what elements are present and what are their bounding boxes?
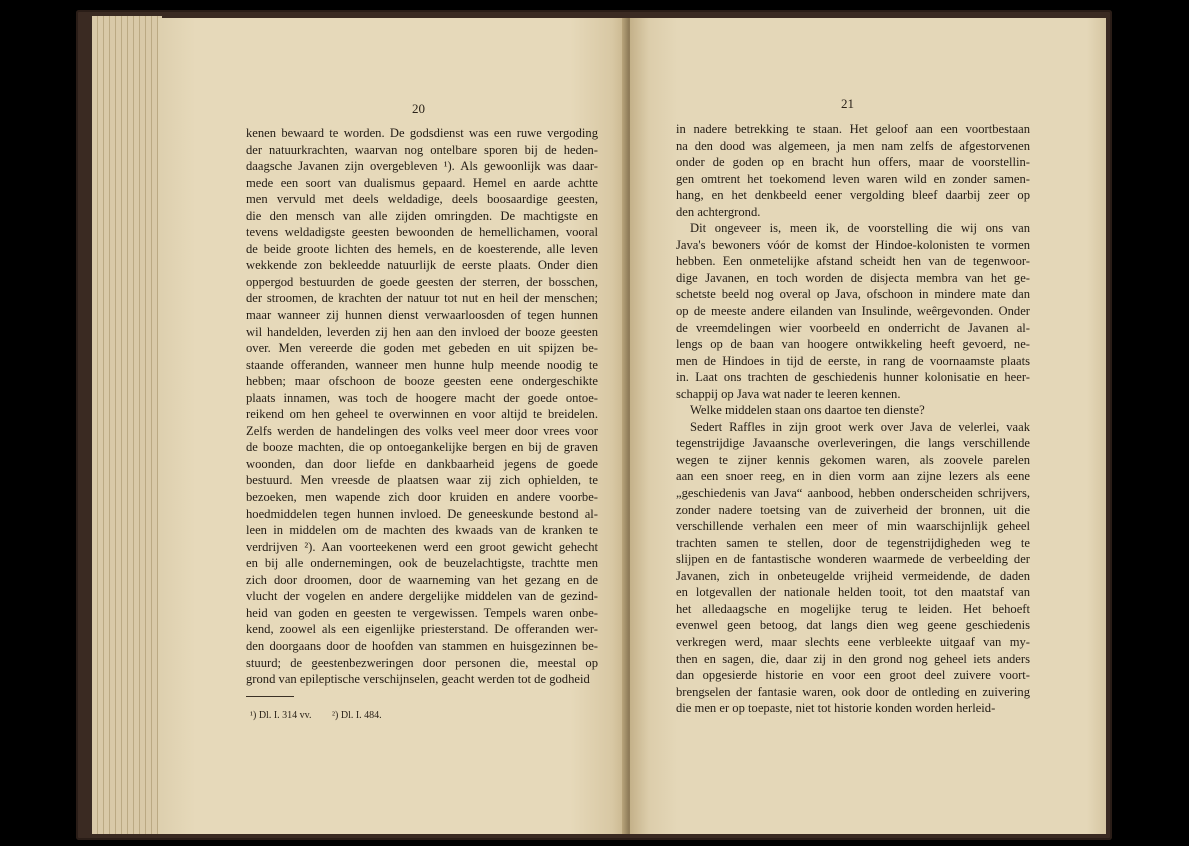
text-line: zonder nadere toetsing van de zuiverheid der bronnen, uit die bbox=[676, 502, 1030, 517]
text-line: die men er op toepaste, niet tot historie konden worden herleid- bbox=[676, 701, 996, 716]
text-line: staande offeranden, wanneer men hunne hulp meende noodig te bbox=[246, 357, 598, 372]
text-line: dan opgesierde historie en voor een groot deel zuivere voort- bbox=[676, 668, 1030, 683]
text-line: de beide groote lichten des hemels, en de koesterende, alle leven bbox=[246, 241, 598, 256]
text-line: verdrijven ²). Aan voorteekenen werd een groot gewicht gehecht bbox=[246, 539, 598, 554]
text-line: brengselen der fantasie waren, ook door de ontleding en zuivering bbox=[676, 684, 1030, 699]
footnotes bbox=[250, 710, 400, 721]
text-line: der stroomen, de krachten der natuur tot nut en heil der menschen; bbox=[246, 291, 598, 306]
footnote-1: ¹) Dl. I. 314 vv. bbox=[250, 710, 312, 721]
text-line: then en sagen, die, daar zij in den grond nog geheel iets anders bbox=[676, 651, 1030, 666]
text-line: „geschiedenis van Java“ aanbood, hebben onderscheiden schrijvers, bbox=[676, 486, 1030, 501]
text-line: tevens weldadigste geesten bewoonden de hemellichamen, vooral bbox=[246, 225, 598, 240]
text-line: daagsche Javanen zijn overgebleven ¹). Als gewoonlijk was daar- bbox=[246, 159, 598, 174]
text-line: mede een soort van dualismus gepaard. Hemel en aarde achtte bbox=[246, 175, 598, 190]
text-line: en bij alle ondernemingen, ook de beuzelachtigste, trachtte men bbox=[246, 556, 598, 571]
footnote-2: ²) Dl. I. 484. bbox=[332, 710, 382, 721]
text-line: bestuurd. Men vreesde de plaatsen waar zij zich ophielden, te bbox=[246, 473, 598, 488]
page-stack-edge bbox=[92, 16, 162, 834]
text-line: zich door droomen, door de waarneming van het gezang en de bbox=[246, 572, 598, 587]
text-line: Welke middelen staan ons daartoe ten dienste? bbox=[690, 403, 925, 418]
right-page-body bbox=[676, 121, 1030, 717]
text-line: stuurd; de geestenbezweringen door personen die, meestal op bbox=[246, 655, 598, 670]
text-line: wegen te zijner kennis gekomen waren, als zoovele parelen bbox=[676, 452, 1030, 467]
text-line: Dit ongeveer is, meen ik, de voorstelling die wij ons van bbox=[690, 221, 1030, 236]
text-line: op de meeste andere eilanden van Insulinde, weêrgevonden. Onder bbox=[676, 304, 1030, 319]
left-page-body bbox=[246, 125, 598, 688]
text-line: Java's bewoners vóór de komst der Hindoe-kolonisten te vormen bbox=[676, 237, 1030, 252]
text-line: reikend om hen geheel te overwinnen en voor altijd te breidelen. bbox=[246, 407, 598, 422]
text-line: Sedert Raffles in zijn groot werk over Java de velerlei, vaak bbox=[690, 419, 1030, 434]
text-line: in nadere betrekking te staan. Het geloof aan een voortbestaan bbox=[676, 122, 1030, 136]
text-line: dige Javanen, en toch worden de disjecta membra van het ge- bbox=[676, 270, 1030, 285]
text-line: men de Hindoes in tijd de eerste, in rang de voornaamste plaats bbox=[676, 353, 1030, 368]
text-line: den achtergrond. bbox=[676, 204, 761, 219]
text-line: kenen bewaard te worden. De godsdienst was een ruwe vergoding bbox=[246, 126, 598, 140]
text-line: maar wanneer zij hunnen dienst verwaarloosden of tegen hunnen bbox=[246, 308, 598, 323]
text-line: woonden, dan door liefde en dankbaarheid jegens de goede bbox=[246, 456, 598, 471]
text-line: hebben; maar ofschoon de booze geesten eene ondergeschikte bbox=[246, 374, 598, 389]
text-line: onder de goden op en bracht hun offers, maar de voorstellin- bbox=[676, 155, 1030, 170]
text-line: schetste beeld nog overal op Java, ofschoon in mindere mate dan bbox=[676, 287, 1030, 302]
text-line: lengs op de baan van hoogere ontwikkeling heeft gevoerd, ne- bbox=[676, 337, 1030, 352]
text-line: in. Laat ons trachten de geschiedenis hunner kolonisatie en heer- bbox=[676, 370, 1030, 385]
text-line: kend, zoowel als een eigenlijke priesterstand. De offeranden wer- bbox=[246, 622, 598, 637]
text-line: plaats innamen, was toch de hoogere macht der goede ontoe- bbox=[246, 390, 598, 405]
left-page-number: 20 bbox=[412, 101, 425, 116]
right-page-number: 21 bbox=[841, 96, 854, 111]
text-line: wekkende zon bekleedde natuurlijk de eerste plaats. Onder dien bbox=[246, 258, 598, 273]
text-line: leen in middelen om de machten des kwaads van de kranken te bbox=[246, 523, 598, 538]
text-line: schappij op Java wat nader te leeren kennen. bbox=[676, 386, 901, 401]
footnote-rule bbox=[246, 696, 294, 697]
text-line: hebben. Een onmetelijke afstand scheidt hen van de tegenwoor- bbox=[676, 254, 1030, 269]
text-line: na den dood was algemeen, ja men nam zelfs de afgestorvenen bbox=[676, 138, 1030, 153]
text-line: verkregen werd, maar slechts eene verbleekte uitgaaf van my- bbox=[676, 634, 1030, 649]
text-line: bezoeken, men wapende zich door kruiden en andere voorbe- bbox=[246, 490, 598, 505]
text-line: gen omtrent het toekomend leven waren wild en zonder samen- bbox=[676, 171, 1030, 186]
text-line: heid van goden en geesten te vergewissen. Tempels waren onbe- bbox=[246, 605, 598, 620]
text-line: grond van epileptische verschijnselen, geacht werden tot de godheid bbox=[246, 672, 590, 687]
text-line: Zelfs werden de handelingen des volks veel meer door vrees voor bbox=[246, 423, 598, 438]
text-line: aan een snoer reeg, en in dien vorm aan zijne lezers als eene bbox=[676, 469, 1030, 484]
text-line: en lotgevallen der nationale helden tooit, tot den maatstaf van bbox=[676, 585, 1030, 600]
text-line: slijpen en de fantastische wonderen waarmede de verbeelding der bbox=[676, 552, 1030, 567]
text-line: over. Men vereerde die goden met gebeden en uit spijzen be- bbox=[246, 341, 598, 356]
text-line: der natuurkrachten, waarvan nog ontelbare sporen bij de heden- bbox=[246, 142, 598, 157]
text-line: vlucht der vogelen en andere dergelijke middelen van de gezind- bbox=[246, 589, 598, 604]
text-line: evenwel geen betoog, dat langs dien weg geene geschiedenis bbox=[676, 618, 1030, 633]
text-line: verschillende verhalen een meer of min waarschijnlijk geheel bbox=[676, 519, 1030, 534]
text-line: die den mensch van alle zijden omringden. De machtigste en bbox=[246, 208, 598, 223]
text-line: Javanen, zich in onbeteugelde vrijheid vermeidende, de daden bbox=[676, 568, 1030, 583]
text-line: den doorgaans door de hoofden van stammen en huisgezinnen be- bbox=[246, 638, 598, 653]
text-line: men vervuld met deels weldadige, deels boosaardige geesten, bbox=[246, 192, 598, 207]
text-line: het alledaagsche en mogelijke terug te leiden. Het behoeft bbox=[676, 601, 1030, 616]
text-line: trachten samen te stellen, door de tegenstrijdigheden weg te bbox=[676, 535, 1030, 550]
text-line: wil handelden, leverden zij hen aan den invloed der booze geesten bbox=[246, 324, 598, 339]
text-line: de vreemdelingen wier voorbeeld en onderricht de Javanen al- bbox=[676, 320, 1030, 335]
text-line: oppergod bestuurden de goede geesten der sterren, der bosschen, bbox=[246, 274, 598, 289]
text-line: tegenstrijdige Javaansche overleveringen, die langs verschillende bbox=[676, 436, 1030, 451]
text-line: de booze machten, die op ontoegankelijke bergen en bij de graven bbox=[246, 440, 598, 455]
text-line: hang, en het denkbeeld eener vergolding bleef daarbij zeer op bbox=[676, 188, 1030, 203]
text-line: hoedmiddelen tegen hunnen invloed. De geneeskunde bestond al- bbox=[246, 506, 598, 521]
